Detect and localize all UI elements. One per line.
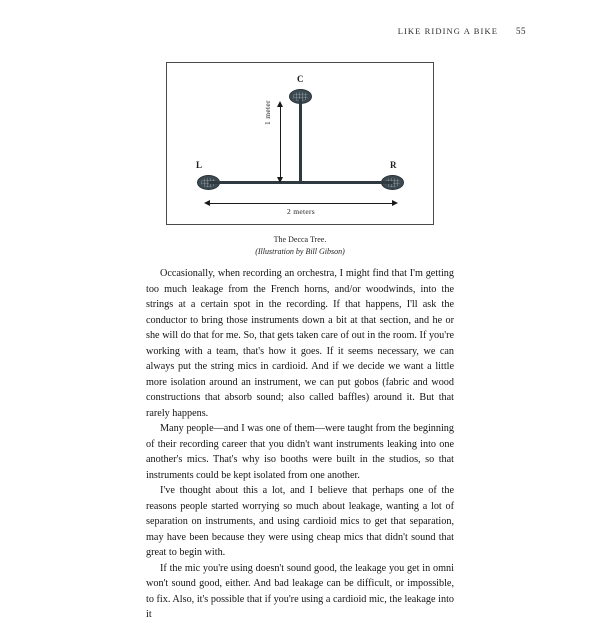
label-left-mic: L <box>196 160 203 170</box>
paragraph: If the mic you're using doesn't sound good, the leakage you get in omni won't sound good, either. And bad leakage can be difficult, or impossible, to fix. Also, it's possible that if you're using a cardioid mic, the leakage into it <box>146 562 454 620</box>
vertical-dimension-label: 1 meter <box>263 100 272 125</box>
figure-caption-title: The Decca Tree. <box>273 235 327 244</box>
paragraph: Occasionally, when recording an orchestra, I might find that I'm getting too much leakage from the French horns, and/or woodwinds, into the strings at a certain spot in the recording. If that happens, I'll ask the conductor to bring those instruments down a bit at that section, and he or she will do that for me. So, that gets taken care of out in the room. If you're working with a team, that's how it goes. If it seems necessary, we can always put the string mics in cardioid. And if we decide we want a little more isolation around an instrument, we can put gobos (fabric and wood constructions that absorb sound; also called baffles) around it. But that rarely happens. <box>146 268 454 419</box>
figure-caption <box>166 234 434 257</box>
figure-decca-tree <box>166 62 434 257</box>
figure-caption-credit: (Illustration by Bill Gibson) <box>255 246 345 256</box>
running-head <box>398 26 526 36</box>
paragraph: Many people—and I was one of them—were taught from the beginning of their recording career that you didn't want instruments leaking into one another's mics. That's why iso booths were built in the studios, so that instruments could be kept isolated from one another. <box>146 423 454 481</box>
vertical-dimension-arrow-icon <box>280 106 281 178</box>
horizontal-dimension-arrow-icon <box>209 203 393 204</box>
body-text <box>146 266 454 623</box>
horizontal-dimension-label: 2 meters <box>286 207 316 216</box>
label-center-mic: C <box>297 74 304 84</box>
figure-frame <box>166 62 434 225</box>
running-head-chapter-title: LIKE RIDING A BIKE <box>397 26 498 36</box>
page-number: 55 <box>516 26 526 36</box>
paragraph: I've thought about this a lot, and I believe that perhaps one of the reasons people started worrying so much about leakage, wanting a lot of separation on instruments, and using cardioid mics to get that separation, may have been because they were using cheap mics that didn't sound that great to begin with. <box>146 485 454 558</box>
tree-vertical-bar <box>299 99 302 183</box>
label-right-mic: R <box>390 160 397 170</box>
